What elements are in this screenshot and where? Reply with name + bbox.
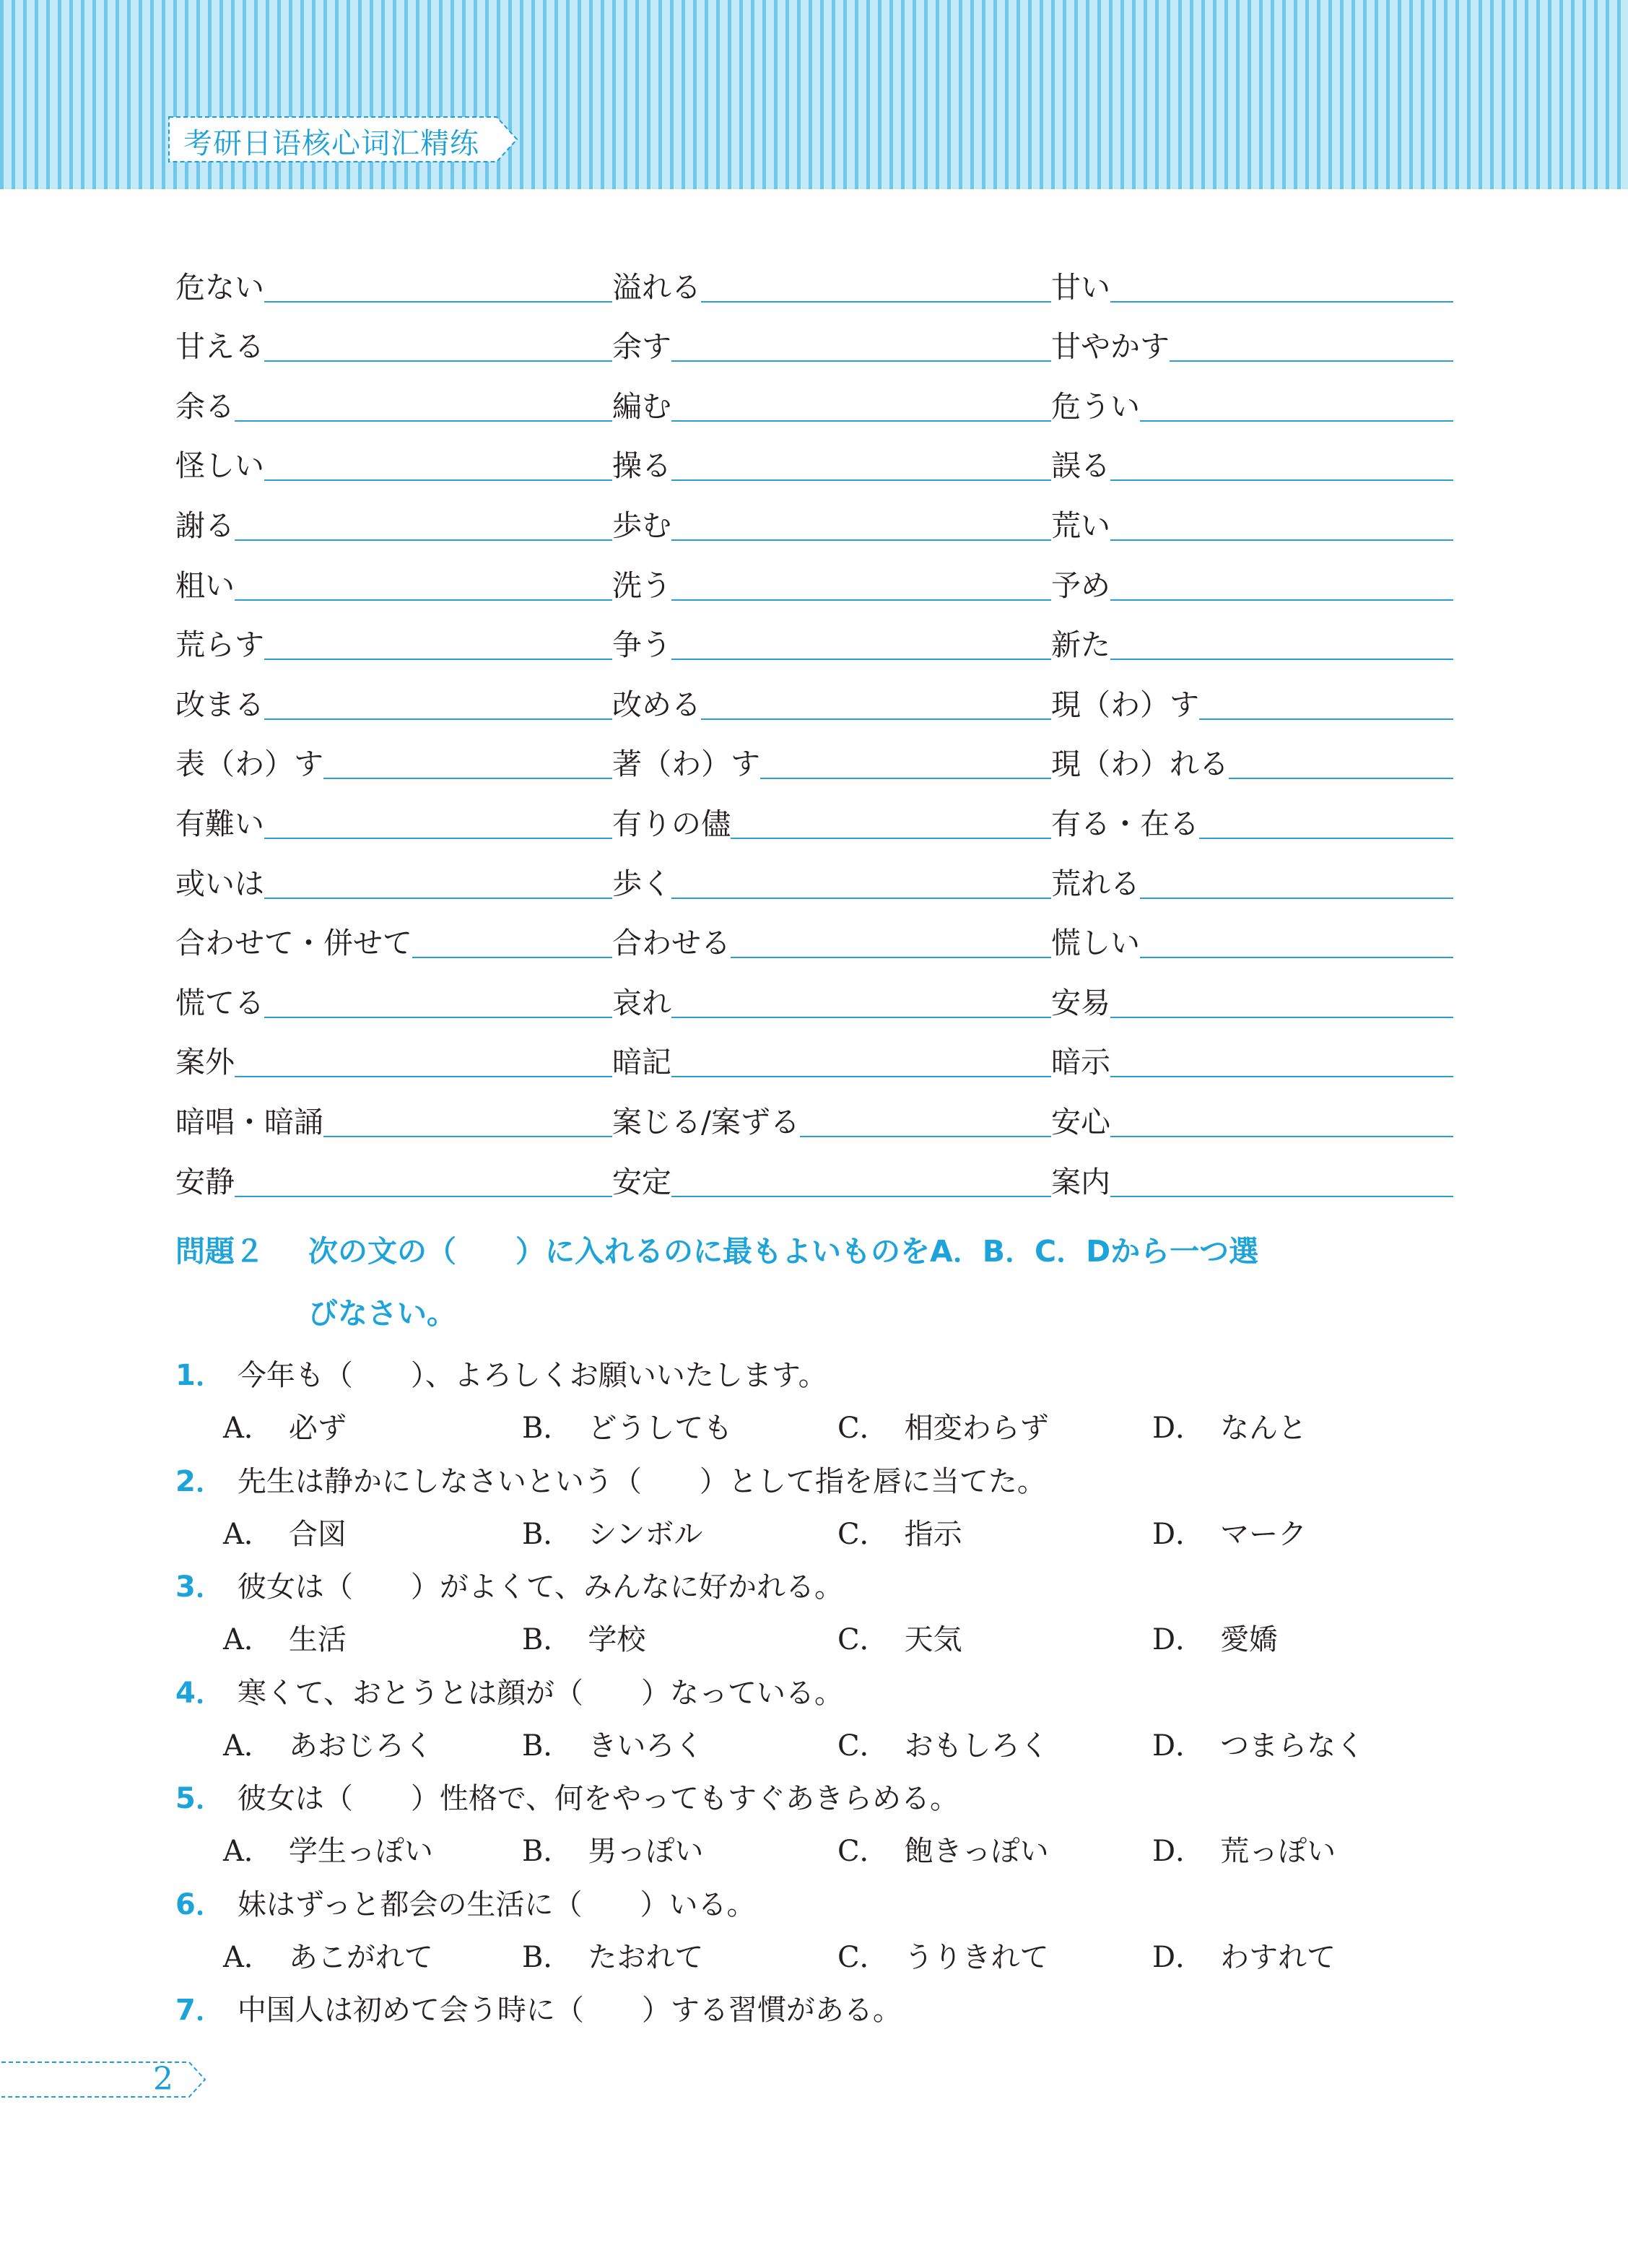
option-label: B． bbox=[522, 1517, 573, 1551]
vocab-item bbox=[175, 925, 612, 963]
vocab-table bbox=[175, 247, 1453, 1202]
answer-blank[interactable] bbox=[264, 697, 612, 720]
vocab-word: 暗唱・暗誦 bbox=[175, 1104, 323, 1139]
question-item bbox=[175, 1880, 1453, 1986]
vocab-row bbox=[175, 1142, 1453, 1202]
vocab-row bbox=[175, 664, 1453, 724]
vocab-row bbox=[175, 307, 1453, 367]
option-d[interactable] bbox=[1152, 1826, 1336, 1877]
option-text: うりきれて bbox=[904, 1940, 1049, 1974]
vocab-item bbox=[175, 746, 612, 783]
option-label: A． bbox=[223, 1623, 273, 1656]
vocab-word: 洗う bbox=[612, 568, 671, 603]
vocab-word: 改まる bbox=[175, 687, 264, 722]
answer-blank[interactable] bbox=[1110, 1174, 1453, 1197]
question-stem bbox=[175, 1985, 902, 2035]
answer-blank[interactable] bbox=[731, 935, 1051, 958]
vocab-word: 荒れる bbox=[1051, 866, 1140, 901]
answer-blank[interactable] bbox=[731, 816, 1051, 839]
option-label: A． bbox=[223, 1729, 273, 1763]
vocab-word: 有りの儘 bbox=[612, 806, 731, 841]
option-text: わすれて bbox=[1220, 1940, 1336, 1974]
vocab-item bbox=[1051, 627, 1453, 664]
option-d[interactable] bbox=[1152, 1721, 1364, 1771]
vocab-word: 有る・在る bbox=[1051, 806, 1199, 841]
vocab-item bbox=[612, 329, 1051, 366]
question-text: 妹はずっと都会の生活に（ ）いる。 bbox=[237, 1887, 756, 1921]
option-text: 男っぽい bbox=[588, 1835, 704, 1868]
option-b[interactable] bbox=[522, 1826, 703, 1877]
vocab-item bbox=[175, 985, 612, 1022]
answer-blank[interactable] bbox=[760, 756, 1051, 779]
answer-blank[interactable] bbox=[671, 995, 1051, 1018]
option-text: おもしろく bbox=[904, 1729, 1049, 1763]
vocab-word: 荒らす bbox=[175, 627, 264, 663]
option-a[interactable] bbox=[223, 1403, 347, 1454]
option-label: D． bbox=[1152, 1412, 1205, 1445]
vocab-word: 暗示 bbox=[1051, 1045, 1110, 1080]
option-a[interactable] bbox=[223, 1615, 347, 1665]
question-stem bbox=[175, 1562, 843, 1612]
vocab-word: 歩む bbox=[612, 508, 671, 543]
option-label: A． bbox=[223, 1940, 273, 1974]
option-label: D． bbox=[1152, 1940, 1205, 1974]
option-b[interactable] bbox=[522, 1615, 645, 1665]
vocab-word: 溢れる bbox=[612, 269, 701, 305]
vocab-row bbox=[175, 605, 1453, 665]
vocab-word: 安定 bbox=[612, 1164, 671, 1199]
vocab-item bbox=[612, 985, 1051, 1022]
answer-blank[interactable] bbox=[800, 1114, 1051, 1137]
option-label: B． bbox=[522, 1412, 573, 1445]
vocab-item bbox=[175, 568, 612, 605]
option-d[interactable] bbox=[1152, 1509, 1307, 1560]
vocab-word: 現（わ）れる bbox=[1051, 747, 1229, 782]
vocab-word: 合わせて・併せて bbox=[175, 926, 412, 961]
question-text: 中国人は初めて会う時に（ ）する習慣がある。 bbox=[237, 1994, 902, 2027]
answer-blank[interactable] bbox=[1199, 697, 1453, 720]
vocab-item bbox=[612, 1164, 1051, 1202]
vocab-word: 荒い bbox=[1051, 508, 1110, 543]
option-label: C． bbox=[837, 1940, 889, 1974]
option-text: あこがれて bbox=[288, 1940, 433, 1974]
vocab-word: 表（わ）す bbox=[175, 747, 323, 782]
question-text: 彼女は（ ）性格で、何をやってもすぐあきらめる。 bbox=[237, 1782, 959, 1815]
option-label: A． bbox=[223, 1835, 273, 1868]
vocab-item bbox=[175, 388, 612, 426]
option-b[interactable] bbox=[522, 1721, 703, 1771]
vocab-item bbox=[175, 329, 612, 366]
vocab-row bbox=[175, 783, 1453, 843]
option-label: D． bbox=[1152, 1623, 1205, 1656]
vocab-item bbox=[612, 627, 1051, 664]
vocab-row bbox=[175, 485, 1453, 545]
vocab-item bbox=[175, 508, 612, 545]
question-number: 4． bbox=[175, 1676, 225, 1710]
vocab-word: 危ない bbox=[175, 269, 264, 305]
section-heading bbox=[175, 1220, 1453, 1331]
answer-blank[interactable] bbox=[1199, 816, 1453, 839]
option-b[interactable] bbox=[522, 1403, 732, 1454]
option-d[interactable] bbox=[1152, 1615, 1278, 1665]
vocab-word: 謝る bbox=[175, 508, 235, 543]
option-a[interactable] bbox=[223, 1932, 433, 1983]
vocab-word: 安易 bbox=[1051, 985, 1110, 1020]
option-text: シンボル bbox=[588, 1517, 703, 1551]
question-number: 5． bbox=[175, 1782, 225, 1815]
page-tag-shape bbox=[0, 2059, 209, 2100]
vocab-row bbox=[175, 724, 1453, 784]
answer-blank[interactable] bbox=[671, 1054, 1051, 1077]
question-stem bbox=[175, 1773, 959, 1824]
option-c[interactable] bbox=[837, 1403, 1049, 1454]
question-stem bbox=[175, 1668, 843, 1719]
option-label: B． bbox=[522, 1940, 573, 1974]
vocab-word: 操る bbox=[612, 448, 671, 484]
option-text: 愛嬌 bbox=[1220, 1623, 1279, 1656]
vocab-word: 余す bbox=[612, 329, 671, 365]
vocab-item bbox=[175, 269, 612, 307]
option-d[interactable] bbox=[1152, 1403, 1307, 1454]
vocab-item bbox=[1051, 1104, 1453, 1142]
vocab-item bbox=[1051, 925, 1453, 963]
vocab-row bbox=[175, 1022, 1453, 1082]
option-label: C． bbox=[837, 1835, 889, 1868]
answer-blank[interactable] bbox=[323, 1114, 612, 1137]
vocab-word: 粗い bbox=[175, 568, 235, 603]
question-stem bbox=[175, 1456, 1046, 1507]
option-text: あおじろく bbox=[288, 1729, 433, 1763]
option-c[interactable] bbox=[837, 1509, 962, 1560]
question-text: 寒くて、おとうとは顔が（ ）なっている。 bbox=[237, 1676, 844, 1710]
option-b[interactable] bbox=[522, 1932, 703, 1983]
answer-blank[interactable] bbox=[701, 279, 1051, 303]
vocab-item bbox=[175, 1104, 612, 1142]
vocab-word: 哀れ bbox=[612, 985, 671, 1020]
section-number: 問題２ bbox=[175, 1234, 264, 1269]
answer-blank[interactable] bbox=[1110, 518, 1453, 541]
option-text: マーク bbox=[1220, 1517, 1307, 1551]
option-label: B． bbox=[522, 1835, 573, 1868]
vocab-word: 危うい bbox=[1051, 388, 1140, 424]
vocab-word: 改める bbox=[612, 687, 701, 722]
answer-blank[interactable] bbox=[1110, 637, 1453, 660]
vocab-item bbox=[1051, 269, 1453, 307]
answer-blank[interactable] bbox=[671, 637, 1051, 660]
vocab-item bbox=[1051, 1164, 1453, 1202]
page-number-tag bbox=[0, 2059, 209, 2100]
answer-blank[interactable] bbox=[1110, 279, 1453, 303]
answer-blank[interactable] bbox=[235, 399, 612, 422]
question-number: 1． bbox=[175, 1359, 225, 1392]
option-label: D． bbox=[1152, 1835, 1205, 1868]
answer-blank[interactable] bbox=[671, 399, 1051, 422]
question-item bbox=[175, 1668, 1453, 1774]
vocab-item bbox=[1051, 985, 1453, 1022]
book-title-tag bbox=[167, 114, 521, 165]
vocab-item bbox=[1051, 746, 1453, 783]
question-number: 6． bbox=[175, 1887, 225, 1921]
option-label: C． bbox=[837, 1729, 889, 1763]
vocab-item bbox=[612, 746, 1051, 783]
vocab-word: 案じる/案ずる bbox=[612, 1104, 800, 1139]
option-a[interactable] bbox=[223, 1509, 347, 1560]
book-title: 考研日语核心词汇精练 bbox=[183, 127, 479, 160]
vocab-row bbox=[175, 426, 1453, 486]
vocab-item bbox=[175, 806, 612, 843]
option-label: C． bbox=[837, 1517, 889, 1551]
vocab-word: 慌しい bbox=[1051, 926, 1140, 961]
page-number: 2 bbox=[153, 2061, 173, 2098]
answer-blank[interactable] bbox=[1229, 756, 1453, 779]
vocab-row bbox=[175, 366, 1453, 426]
vocab-item bbox=[1051, 1044, 1453, 1082]
option-text: 学校 bbox=[588, 1623, 646, 1656]
vocab-word: 予め bbox=[1051, 568, 1110, 603]
vocab-word: 争う bbox=[612, 627, 671, 663]
question-item bbox=[175, 1562, 1453, 1668]
option-label: A． bbox=[223, 1412, 273, 1445]
option-text: 必ず bbox=[288, 1412, 347, 1445]
option-b[interactable] bbox=[522, 1509, 702, 1560]
vocab-word: 編む bbox=[612, 388, 671, 424]
vocab-item bbox=[175, 448, 612, 485]
option-text: つまらなく bbox=[1220, 1729, 1365, 1763]
option-label: B． bbox=[522, 1623, 573, 1656]
option-label: D． bbox=[1152, 1729, 1205, 1763]
vocab-item bbox=[1051, 329, 1453, 366]
answer-blank[interactable] bbox=[235, 1174, 612, 1197]
answer-blank[interactable] bbox=[264, 637, 612, 660]
answer-blank[interactable] bbox=[1140, 935, 1453, 958]
vocab-word: 有難い bbox=[175, 806, 264, 841]
question-number: 7． bbox=[175, 1994, 225, 2027]
option-label: C． bbox=[837, 1412, 889, 1445]
vocab-word: 案外 bbox=[175, 1045, 235, 1080]
vocab-word: 歩く bbox=[612, 866, 671, 901]
vocab-item bbox=[612, 269, 1051, 307]
option-text: 飽きっぽい bbox=[904, 1835, 1049, 1868]
answer-blank[interactable] bbox=[264, 876, 612, 899]
answer-blank[interactable] bbox=[264, 339, 612, 362]
question-item bbox=[175, 1456, 1453, 1563]
question-list bbox=[175, 1350, 1453, 2091]
answer-blank[interactable] bbox=[1110, 995, 1453, 1018]
answer-blank[interactable] bbox=[671, 578, 1051, 601]
option-label: C． bbox=[837, 1623, 889, 1656]
option-label: A． bbox=[223, 1517, 273, 1551]
vocab-item bbox=[175, 627, 612, 664]
option-d[interactable] bbox=[1152, 1932, 1336, 1983]
vocab-word: 著（わ）す bbox=[612, 747, 760, 782]
vocab-row bbox=[175, 963, 1453, 1022]
answer-blank[interactable] bbox=[323, 756, 612, 779]
answer-blank[interactable] bbox=[264, 816, 612, 839]
answer-blank[interactable] bbox=[1140, 876, 1453, 899]
vocab-item bbox=[1051, 866, 1453, 903]
option-text: 学生っぽい bbox=[288, 1835, 433, 1868]
vocab-row bbox=[175, 903, 1453, 963]
answer-blank[interactable] bbox=[235, 1054, 612, 1077]
question-item bbox=[175, 1350, 1453, 1456]
section-instruction-line2: びなさい。 bbox=[308, 1296, 456, 1331]
answer-blank[interactable] bbox=[671, 1174, 1051, 1197]
answer-blank[interactable] bbox=[671, 339, 1051, 362]
option-c[interactable] bbox=[837, 1721, 1049, 1771]
vocab-item bbox=[175, 1044, 612, 1082]
vocab-item bbox=[175, 687, 612, 724]
answer-blank[interactable] bbox=[671, 458, 1051, 481]
option-label: D． bbox=[1152, 1517, 1205, 1551]
answer-blank[interactable] bbox=[264, 458, 612, 481]
vocab-item bbox=[175, 1164, 612, 1202]
question-stem bbox=[175, 1880, 755, 1930]
vocab-row bbox=[175, 247, 1453, 307]
vocab-word: 現（わ）す bbox=[1051, 687, 1199, 722]
option-text: 天気 bbox=[904, 1623, 962, 1656]
option-text: 荒っぽい bbox=[1220, 1835, 1336, 1868]
answer-blank[interactable] bbox=[1110, 578, 1453, 601]
vocab-item bbox=[1051, 687, 1453, 724]
answer-blank[interactable] bbox=[264, 279, 612, 303]
option-text: 指示 bbox=[904, 1517, 962, 1551]
answer-blank[interactable] bbox=[1170, 339, 1453, 362]
answer-blank[interactable] bbox=[1110, 1114, 1453, 1137]
option-text: 合図 bbox=[288, 1517, 347, 1551]
vocab-row bbox=[175, 545, 1453, 605]
vocab-row bbox=[175, 843, 1453, 903]
option-label: B． bbox=[522, 1729, 573, 1763]
answer-blank[interactable] bbox=[671, 518, 1051, 541]
vocab-item bbox=[612, 388, 1051, 426]
vocab-item bbox=[612, 925, 1051, 963]
question-item bbox=[175, 1773, 1453, 1880]
vocab-word: 合わせる bbox=[612, 926, 731, 961]
vocab-row bbox=[175, 1082, 1453, 1142]
question-text: 彼女は（ ）がよくて、みんなに好かれる。 bbox=[237, 1570, 844, 1604]
vocab-item bbox=[612, 568, 1051, 605]
answer-blank[interactable] bbox=[264, 995, 612, 1018]
question-text: 先生は静かにしなさいという（ ）として指を唇に当てた。 bbox=[237, 1464, 1046, 1498]
vocab-word: 甘える bbox=[175, 329, 264, 365]
option-text: たおれて bbox=[588, 1940, 704, 1974]
answer-blank[interactable] bbox=[671, 876, 1051, 899]
question-item bbox=[175, 1985, 1453, 2091]
option-text: どうしても bbox=[588, 1412, 733, 1445]
option-a[interactable] bbox=[223, 1721, 433, 1771]
option-a[interactable] bbox=[223, 1826, 433, 1877]
vocab-word: 余る bbox=[175, 388, 235, 424]
option-text: 生活 bbox=[288, 1623, 347, 1656]
vocab-item bbox=[1051, 508, 1453, 545]
question-number: 2． bbox=[175, 1464, 225, 1498]
vocab-item bbox=[612, 1044, 1051, 1082]
answer-blank[interactable] bbox=[235, 518, 612, 541]
vocab-item bbox=[175, 866, 612, 903]
vocab-word: 甘やかす bbox=[1051, 329, 1170, 365]
answer-blank[interactable] bbox=[1140, 399, 1453, 422]
vocab-item bbox=[612, 687, 1051, 724]
vocab-word: 案内 bbox=[1051, 1164, 1110, 1199]
section-instruction-line1: 次の文の（ ）に入れるのに最もよいものをA．B．C．Dから一つ選 bbox=[308, 1234, 1259, 1269]
vocab-word: 安心 bbox=[1051, 1104, 1110, 1139]
vocab-item bbox=[1051, 448, 1453, 485]
vocab-item bbox=[612, 448, 1051, 485]
answer-blank[interactable] bbox=[235, 578, 612, 601]
vocab-word: 甘い bbox=[1051, 269, 1110, 305]
option-c[interactable] bbox=[837, 1826, 1049, 1877]
option-text: 相変わらず bbox=[904, 1412, 1049, 1445]
vocab-word: 暗記 bbox=[612, 1045, 671, 1080]
vocab-word: 安静 bbox=[175, 1164, 235, 1199]
option-c[interactable] bbox=[837, 1932, 1049, 1983]
answer-blank[interactable] bbox=[701, 697, 1051, 720]
question-number: 3． bbox=[175, 1570, 225, 1604]
vocab-item bbox=[612, 806, 1051, 843]
vocab-word: 誤る bbox=[1051, 448, 1110, 484]
vocab-word: 慌てる bbox=[175, 985, 264, 1020]
vocab-item bbox=[612, 1104, 1051, 1142]
vocab-item bbox=[612, 508, 1051, 545]
vocab-item bbox=[612, 866, 1051, 903]
option-text: きいろく bbox=[588, 1729, 704, 1763]
question-text: 今年も（ ）、よろしくお願いいたします。 bbox=[237, 1359, 827, 1392]
vocab-word: 新た bbox=[1051, 627, 1110, 663]
option-c[interactable] bbox=[837, 1615, 962, 1665]
vocab-word: 怪しい bbox=[175, 448, 264, 484]
vocab-item bbox=[1051, 806, 1453, 843]
answer-blank[interactable] bbox=[1110, 458, 1453, 481]
vocab-word: 或いは bbox=[175, 866, 264, 901]
option-text: なんと bbox=[1220, 1412, 1307, 1445]
answer-blank[interactable] bbox=[412, 935, 612, 958]
question-stem bbox=[175, 1350, 827, 1401]
vocab-item bbox=[1051, 388, 1453, 426]
answer-blank[interactable] bbox=[1110, 1054, 1453, 1077]
vocab-item bbox=[1051, 568, 1453, 605]
